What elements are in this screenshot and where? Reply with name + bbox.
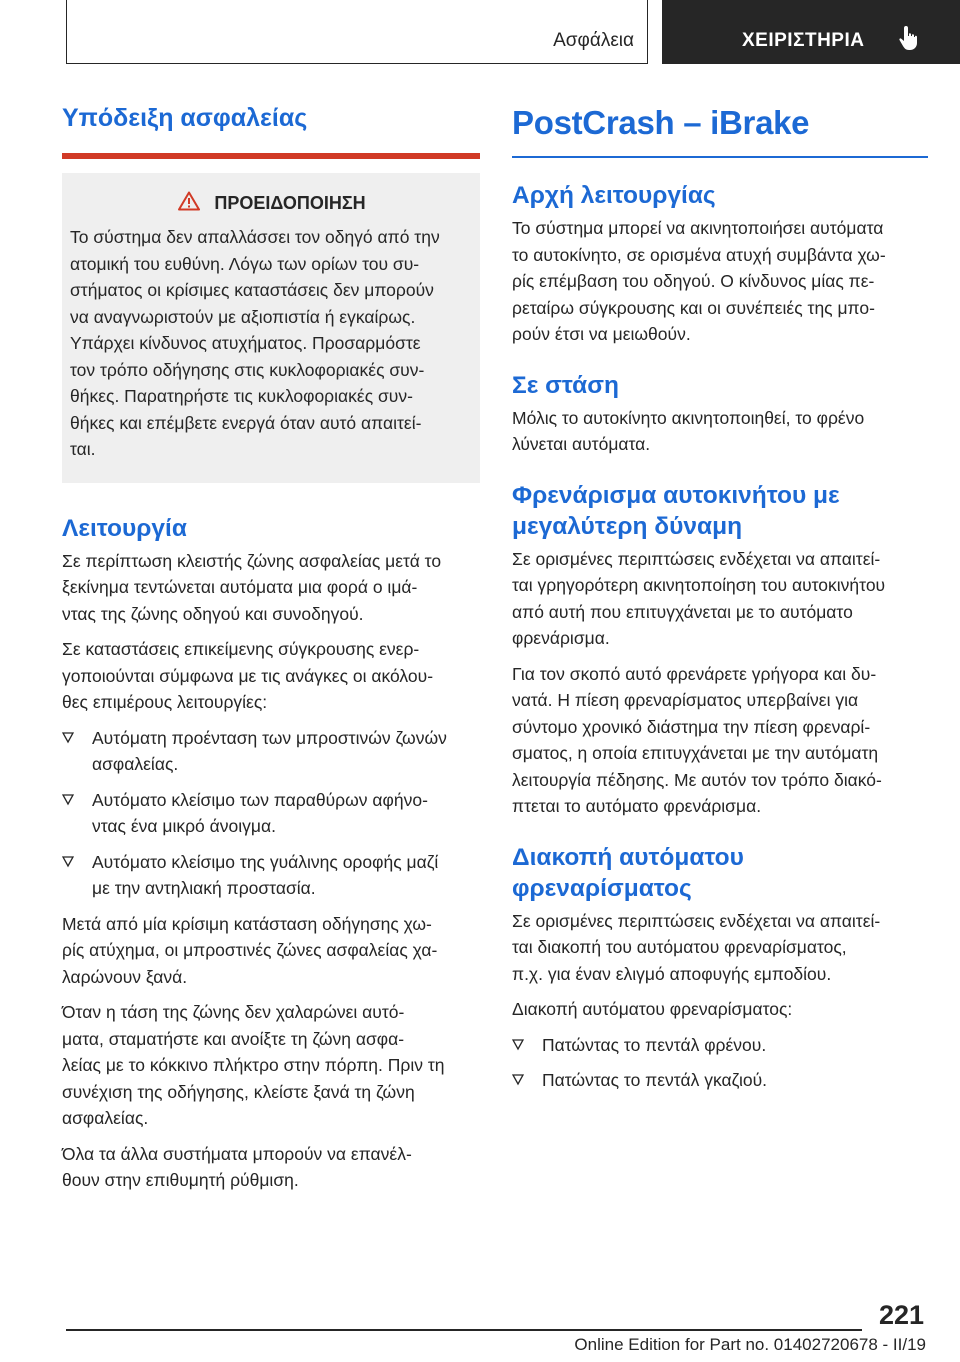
right-column	[512, 100, 928, 1094]
warning-line: Υπάρχει κίνδυνος ατυχήματος. Προσαρμόστε	[70, 333, 421, 353]
triangle-bullet-icon	[512, 1067, 542, 1094]
list-item: Αυτόματη προένταση των μπροστινών ζωνών ασφαλείας.	[62, 725, 480, 778]
warning-header	[70, 191, 474, 216]
triangle-bullet-icon	[62, 787, 92, 840]
triangle-bullet-icon	[62, 725, 92, 778]
warning-line: στήματος οι κρίσιμες καταστάσεις δεν μπορούν	[70, 280, 434, 300]
footer-rule	[66, 1329, 862, 1331]
hand-pointer-icon	[897, 24, 923, 57]
list-item: Πατώντας το πεντάλ φρένου.	[512, 1032, 928, 1059]
paragraph: Όταν η τάση της ζώνης δεν χαλαρώνει αυτό- ματα, σταματήστε και ανοίξτε τη ζώνη ασφα- λείας με το κόκκινο πλήκτρο στην πόρπη. Πριν τη συνέχιση της οδήγησης, κλείστε ξανά τη ζώνη ασφαλείας.	[62, 1002, 445, 1128]
warning-line: ται.	[70, 439, 96, 459]
list-item: Πατώντας το πεντάλ γκαζιού.	[512, 1067, 928, 1094]
list-item: Αυτόματο κλείσιμο της γυάλινης οροφής μαζί με την αντηλιακή προστασία.	[62, 849, 480, 902]
warning-title: ΠΡΟΕΙΔΟΠΟΙΗΣΗ	[214, 193, 366, 213]
warning-line: να αναγνωριστούν με αξιοπιστία ή εγκαίρως.	[70, 306, 416, 327]
paragraph: Σε ορισμένες περιπτώσεις ενδέχεται να απαιτεί- ται γρηγορότερη ακινητοποίηση του αυτοκινήτου από αυτή που επιτυγχάνεται με το αυτόματο φρενάρισμα.	[512, 548, 886, 648]
section-title: Ασφάλεια	[553, 30, 634, 51]
paragraph: Σε καταστάσεις επικείμενης σύγκρουσης ενερ- γοποιούνται σύμφωνα με τις ανάγκες οι ακόλου- θες επιμέρους λειτουργίες:	[62, 639, 434, 712]
page-number: 221	[878, 1300, 924, 1330]
chapter-tab	[662, 0, 960, 64]
triangle-bullet-icon	[512, 1032, 542, 1059]
start-heading: Αρχή λειτουργίας	[512, 182, 716, 209]
safety-notice-title: Υπόδειξη ασφαλείας	[62, 104, 308, 132]
postcrash-title: PostCrash – iBrake	[512, 104, 810, 141]
warning-line: ατομική του ευθύνη. Λόγω των ορίων του συ-	[70, 253, 420, 274]
paragraph: Διακοπή αυτόματου φρεναρίσματος:	[512, 999, 793, 1019]
warning-line: θήκες. Παρατηρήστε τις κυκλοφοριακές συν-	[70, 386, 413, 406]
chapter-title: ΧΕΙΡΙΣΤΗΡΙΑ	[742, 30, 865, 51]
triangle-bullet-icon	[62, 849, 92, 902]
paragraph: Όλα τα άλλα συστήματα μπορούν να επανέλ- θουν στην επιθυμητή ρύθμιση.	[62, 1143, 412, 1190]
paragraph: Μόλις το αυτοκίνητο ακινητοποιηθεί, το φρένο λύνεται αυτόματα.	[512, 407, 865, 454]
warning-line: τον τρόπο οδήγησης στις κυκλοφοριακές συν-	[70, 359, 425, 380]
warning-rule	[62, 153, 480, 159]
warning-triangle-icon	[178, 191, 200, 216]
paragraph: Μετά από μία κρίσιμη κατάσταση οδήγησης χω- ρίς ατύχημα, οι μπροστινές ζώνες ασφαλείας χα- λαρώνουν ξανά.	[62, 913, 438, 987]
warning-box	[62, 173, 480, 483]
stronger-braking-heading: Φρενάρισμα αυτοκινήτου με μεγαλύτερη δύναμη	[512, 481, 840, 540]
warning-line: θήκες και επέμβετε ενεργά όταν αυτό απαιτεί-	[70, 412, 422, 433]
function-heading: Λειτουργία	[62, 514, 187, 542]
paragraph: Σε περίπτωση κλειστής ζώνης ασφαλείας μετά το ξεκίνημα τεντώνεται αυτόματα μια φορά ο ιμά- ντας της ζώνης οδηγού και συνοδηγού.	[62, 550, 442, 624]
paragraph: Σε ορισμένες περιπτώσεις ενδέχεται να απαιτεί- ται διακοπή του αυτόματου φρεναρίσματος, π.χ. για έναν ελιγμό αποφυγής εμποδίου.	[512, 910, 881, 984]
edition-note: Online Edition for Part no. 01402720678 - II/19	[574, 1335, 926, 1354]
cancel-braking-heading: Διακοπή αυτόματου φρεναρίσματος	[512, 843, 744, 902]
warning-line: Το σύστημα δεν απαλλάσσει τον οδηγό από την	[70, 227, 440, 247]
standstill-heading: Σε στάση	[512, 371, 619, 399]
paragraph: Για τον σκοπό αυτό φρενάρετε γρήγορα και δυ- νατά. Η πίεση φρεναρίσματος υπερβαίνει για σύντομο χρονικό διάστημα την πίεση φρεναρί- σματος, η οποία επιτυγχάνεται με την αυτόματη λειτουργία πέδησης. Με αυτόν τον τρόπο διακό- πτεται το αυτόματο φρενάρισμα.	[512, 663, 882, 816]
warning-text	[70, 224, 474, 463]
paragraph: Το σύστημα μπορεί να ακινητοποιήσει αυτόματα το αυτοκίνητο, σε ορισμένα ατυχή συμβάντα χω- ρίς επέμβαση του οδηγού. Ο κίνδυνος μίας πε- ρεταίρω σύγκρουσης και οι συνέπειές της μπο- ρούν έτσι να μειωθούν.	[512, 218, 886, 344]
list-item: Αυτόματο κλείσιμο των παραθύρων αφήνο- ντας ένα μικρό άνοιγμα.	[62, 787, 480, 840]
left-column	[62, 100, 480, 1194]
